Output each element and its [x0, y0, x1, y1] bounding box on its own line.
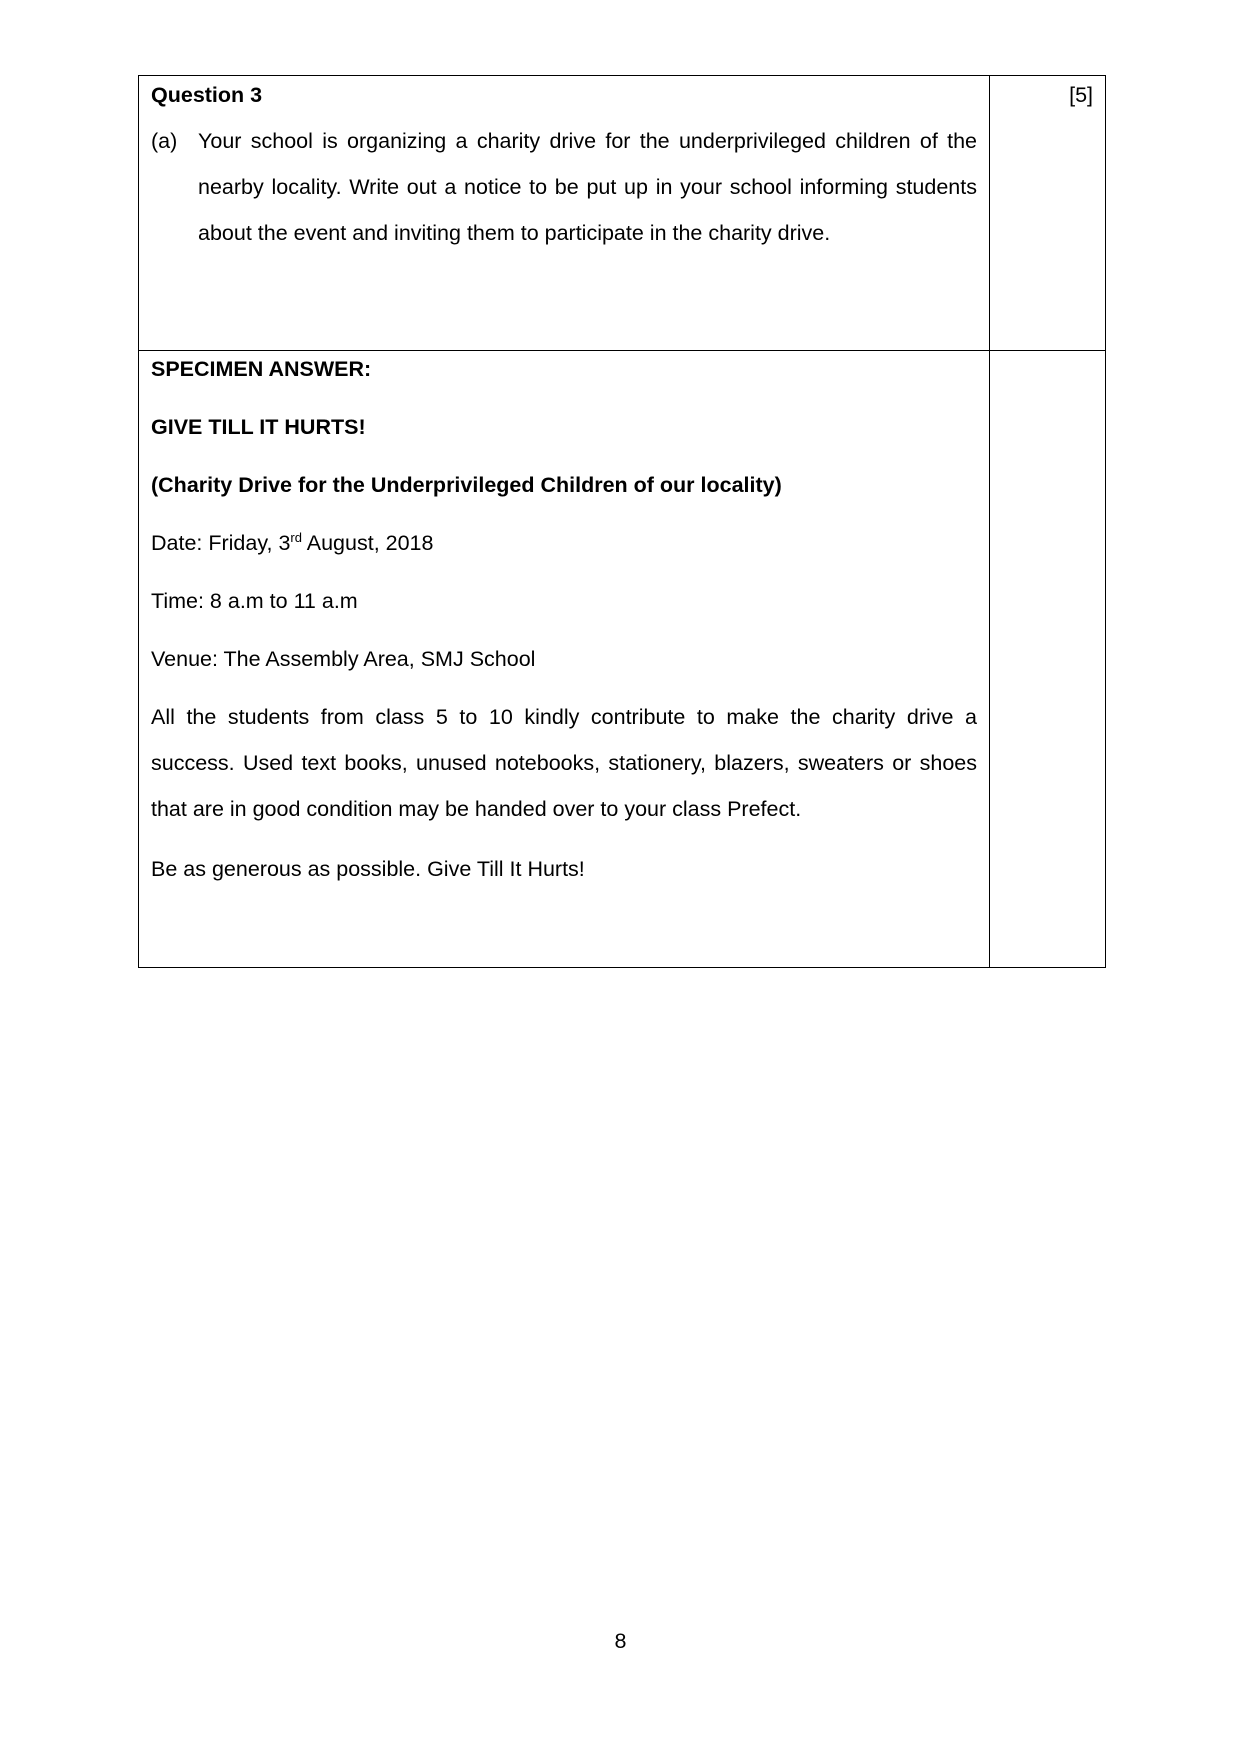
notice-body: All the students from class 5 to 10 kindly contribute to make the charity drive a success. Used text books, unused notebooks, stationery, blazers, sweaters or shoes that are in good condition may be handed over to your class Prefect.: [151, 705, 977, 821]
notice-closing: Be as generous as possible. Give Till It Hurts!: [151, 857, 585, 881]
question-row: [139, 76, 1106, 351]
notice-venue: Venue: The Assembly Area, SMJ School: [151, 647, 536, 671]
notice-time: Time: 8 a.m to 11 a.m: [151, 589, 358, 613]
answer-content: [139, 354, 989, 884]
question-marks: [5]: [1069, 83, 1093, 107]
question-content: [139, 76, 989, 256]
notice-heading: GIVE TILL IT HURTS!: [151, 415, 366, 439]
question-part-text: Your school is organizing a charity drive for the underprivileged children of the nearby locality. Write out a notice to be put up in your school informing students about the event and inviting them to participate in the charity drive.: [198, 129, 977, 245]
notice-date-superscript: rd: [290, 529, 302, 545]
page-number: 8: [614, 1629, 627, 1653]
notice-date-prefix: Date: Friday, 3: [151, 531, 291, 555]
notice-date: [151, 528, 977, 558]
marks-cell: [990, 76, 1106, 351]
question-part: [151, 118, 977, 256]
question-cell: [139, 76, 990, 351]
question-part-label: (a): [151, 129, 178, 153]
question-title: Question 3: [151, 83, 263, 107]
answer-cell: [139, 351, 990, 968]
notice-subheading: (Charity Drive for the Underprivileged Children of our locality): [151, 473, 782, 497]
answer-row: [139, 351, 1106, 968]
notice-date-suffix: August, 2018: [301, 531, 434, 555]
specimen-answer-label: SPECIMEN ANSWER:: [151, 357, 372, 381]
question-table: [138, 75, 1106, 968]
answer-marks-cell: [990, 351, 1106, 968]
